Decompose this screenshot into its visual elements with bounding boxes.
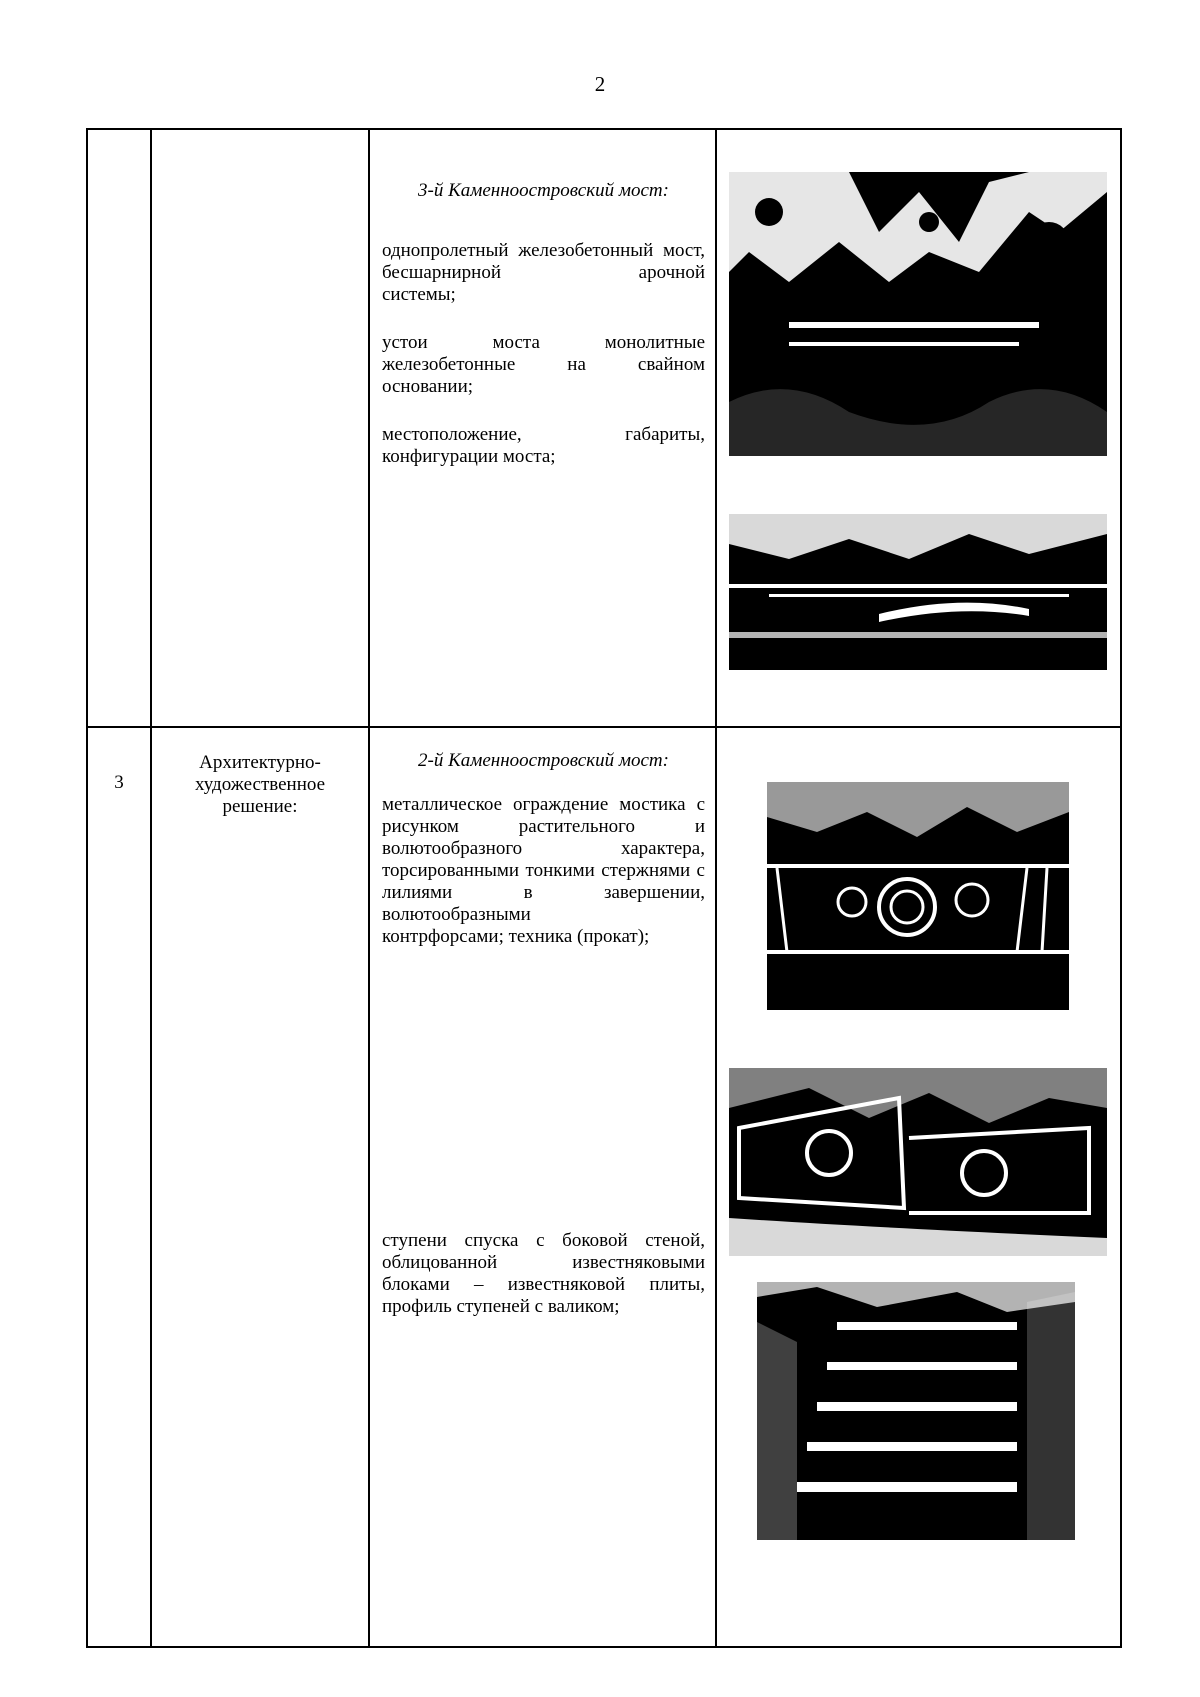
row-label-line: Архитектурно-: [199, 752, 321, 773]
bridge-side-photo: [729, 514, 1107, 670]
railing-wide-photo: [729, 1068, 1107, 1256]
page-number: 2: [594, 72, 606, 96]
bridge-photo: [729, 172, 1107, 456]
description-paragraph: [382, 794, 705, 948]
railing-photo: [767, 782, 1069, 1010]
paragraph-text: местоположение, габариты,: [382, 424, 705, 445]
description-paragraph: [382, 240, 705, 306]
row-number-cell: 3: [87, 727, 151, 1647]
stairs-photo: [757, 1282, 1075, 1540]
paragraph-text: ступени спуска с боковой стеной, облицованной известняковыми блоками – известняковой плиты,: [382, 1230, 705, 1295]
row-label-cell: [151, 727, 369, 1647]
paragraph-text: устои моста монолитные железобетонные на свайном: [382, 332, 705, 375]
paragraph-text-end: основании;: [382, 376, 474, 397]
description-paragraph: [382, 1230, 705, 1318]
row-label-line: художественное: [194, 774, 326, 795]
paragraph-text-end: системы;: [382, 284, 456, 305]
description-paragraph: [382, 424, 705, 468]
paragraph-text: однопролетный железобетонный мост, бесшарнирной арочной: [382, 240, 705, 283]
paragraph-text-end: контрфорсами; техника (прокат);: [382, 926, 650, 947]
description-table: [86, 128, 1122, 1648]
table-row: [87, 727, 1121, 1647]
paragraph-text-end: конфигурации моста;: [382, 446, 556, 467]
row-label-line: решение:: [222, 796, 298, 817]
description-cell: [369, 129, 716, 727]
section-heading: 3-й Каменноостровский мост:: [418, 180, 669, 201]
paragraph-text: металлическое ограждение мостика с рисунком растительного и волютообразного характера, торсированными тонкими стержнями с лилиями в завершении, волютообразными: [382, 794, 705, 925]
row-number-cell: [87, 129, 151, 727]
paragraph-text-end: профиль ступеней с валиком;: [382, 1296, 620, 1317]
row-label-cell: [151, 129, 369, 727]
description-paragraph: [382, 332, 705, 398]
photo-cell: [716, 727, 1121, 1647]
description-cell: [369, 727, 716, 1647]
section-heading: 2-й Каменноостровский мост:: [418, 750, 669, 771]
photo-cell: [716, 129, 1121, 727]
table-row: [87, 129, 1121, 727]
